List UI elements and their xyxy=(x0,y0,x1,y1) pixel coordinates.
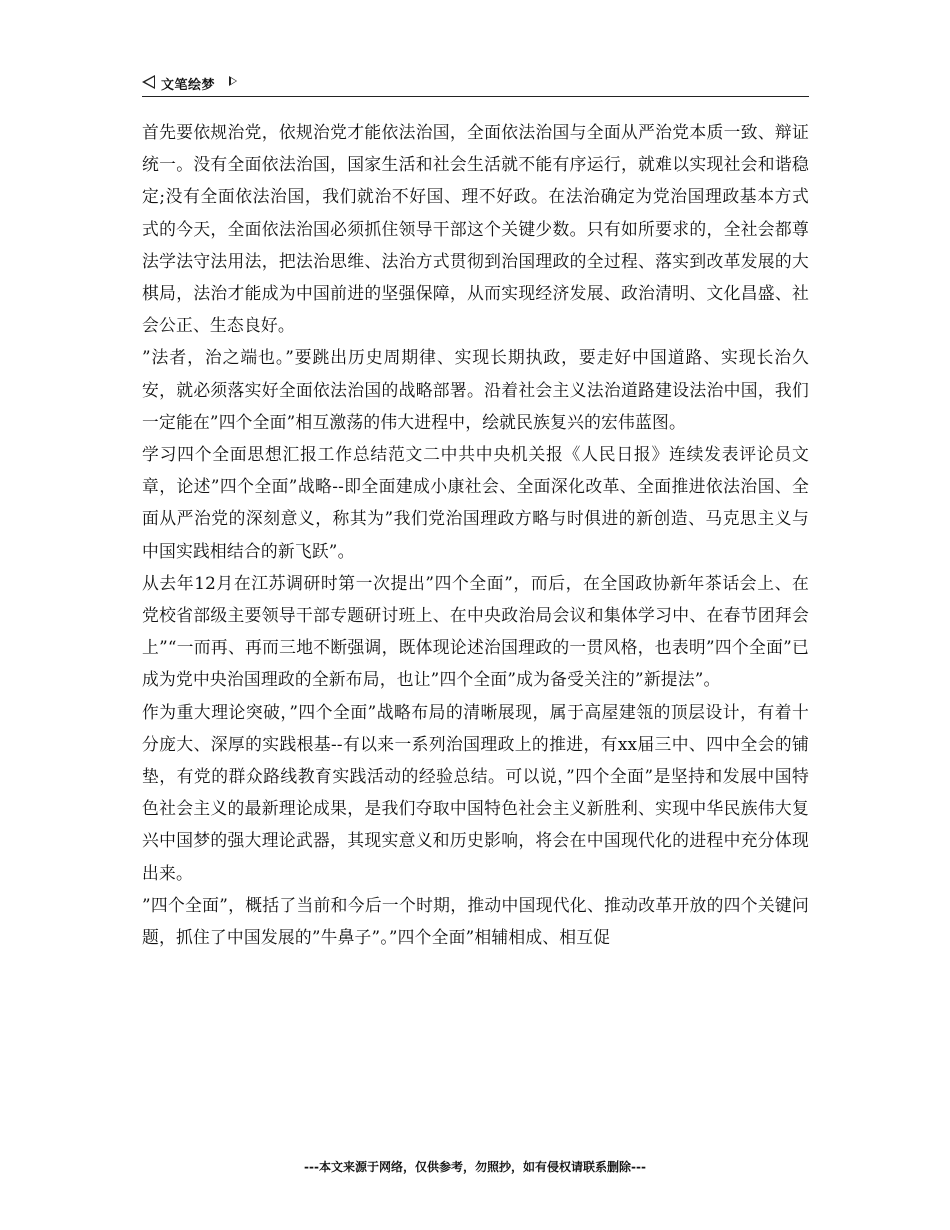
paragraph: 从去年12月在江苏调研时第一次提出”四个全面”，而后，在全国政协新年茶话会上、在党校省部级主要领导干部专题研讨班上、在中央政治局会议和集体学习中、在春节团拜会上”“一而再、再而三地不断强调，既体现论述治国理政的一贯风格，也表明”四个全面”已成为党中央治国理政的全新布局，也让”四个全面”成为备受关注的”新提法”。 xyxy=(142,572,809,690)
paragraph: ”四个全面”，概括了当前和今后一个时期，推动中国现代化、推动改革开放的四个关键问题，抓住了中国发展的”牛鼻子”。”四个全面”相辅相成、相互促 xyxy=(142,894,809,948)
page-footer-notice: ---本文来源于网络，仅供参考，勿照抄，如有侵权请联系删除--- xyxy=(304,1160,646,1174)
paragraph: 学习四个全面思想汇报工作总结范文二中共中央机关报《人民日报》连续发表评论员文章，论述”四个全面”战略--即全面建成小康社会、全面深化改革、全面推进依法治国、全面从严治党的深刻意义，称其为”我们党治国理政方略与时俱进的新创造、马克思主义与中国实践相结合的新飞跃”。 xyxy=(142,444,809,561)
triangle-left-outline-icon xyxy=(142,75,155,89)
triangle-right-outline-icon xyxy=(229,76,237,86)
header-brand: 文笔绘梦 xyxy=(161,78,216,93)
page-header xyxy=(142,72,809,97)
document-body xyxy=(142,116,809,953)
paragraph: 首先要依规治党，依规治党才能依法治国，全面依法治国与全面从严治党本质一致、辩证统一。没有全面依法治国，国家生活和社会生活就不能有序运行，就难以实现社会和谐稳定;没有全面依法治国，我们就治不好国、理不好政。在法治确定为党治国理政基本方式式的今天，全面依法治国必须抓住领导干部这个关键少数。只有如所要求的，全社会都尊法学法守法用法，把法治思维、法治方式贯彻到治国理政的全过程、落实到改革发展的大棋局，法治才能成为中国前进的坚强保障，从而实现经济发展、政治清明、文化昌盛、社会公正、生态良好。 xyxy=(142,122,809,336)
paragraph: ”法者，治之端也。”要跳出历史周期律、实现长期执政，要走好中国道路、实现长治久安，就必须落实好全面依法治国的战略部署。沿着社会主义法治道路建设法治中国，我们一定能在”四个全面”相互激荡的伟大进程中，绘就民族复兴的宏伟蓝图。 xyxy=(142,347,809,432)
paragraph: 作为重大理论突破，”四个全面”战略布局的清晰展现，属于高屋建瓴的顶层设计，有着十分庞大、深厚的实践根基--有以来一系列治国理政上的推进，有xx届三中、四中全会的铺垫，有党的群众路线教育实践活动的经验总结。可以说，”四个全面”是坚持和发展中国特色社会主义的最新理论成果，是我们夺取中国特色社会主义新胜利、实现中华民族伟大复兴中国梦的强大理论武器，其现实意义和历史影响，将会在中国现代化的进程中充分体现出来。 xyxy=(142,701,809,883)
